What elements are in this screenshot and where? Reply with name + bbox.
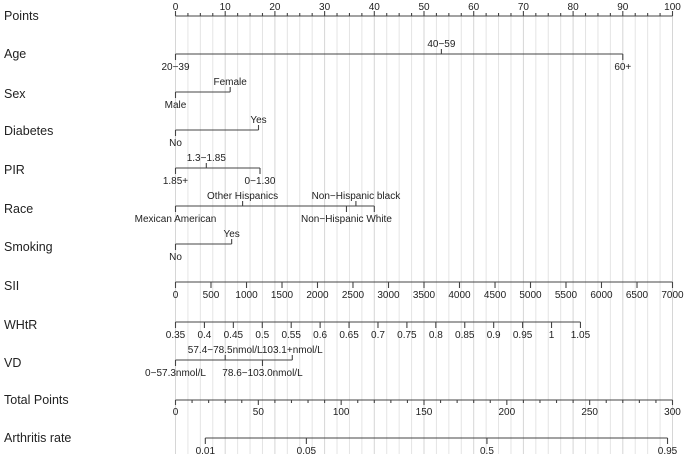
tick-label: 0.95 — [512, 330, 533, 341]
tick-label: 0.75 — [397, 330, 417, 341]
level-label-1-85: 1.85+ — [162, 176, 189, 187]
row-pir — [4, 153, 276, 187]
tick-label: 0.5 — [480, 446, 494, 454]
tick-label: 0.6 — [313, 330, 328, 341]
tick-label: 300 — [664, 407, 681, 418]
tick-label: 0.35 — [165, 330, 186, 341]
tick-label: 0 — [172, 290, 179, 301]
row-points — [4, 2, 681, 23]
tick-label: 0.65 — [339, 330, 359, 341]
level-label-other-hispanics: Other Hispanics — [207, 191, 279, 202]
tick-label: 50 — [418, 2, 430, 13]
level-label-mexican-american: Mexican American — [134, 214, 217, 225]
tick-label: 0.95 — [657, 446, 678, 454]
tick-label: 0.05 — [296, 446, 317, 454]
row-label: Arthritis rate — [4, 431, 72, 445]
tick-label: 4000 — [448, 290, 471, 301]
level-label-non-hispanic-black: Non−Hispanic black — [311, 191, 401, 202]
tick-label: 90 — [617, 2, 629, 13]
vertical-gridlines — [176, 16, 673, 454]
tick-label: 0.85 — [455, 330, 475, 341]
tick-label: 200 — [498, 407, 516, 418]
tick-label: 100 — [332, 407, 350, 418]
tick-label: 3000 — [377, 290, 400, 301]
row-label: VD — [4, 356, 22, 370]
level-label-female: Female — [213, 77, 247, 88]
tick-label: 7000 — [661, 290, 684, 301]
row-label: Age — [4, 47, 27, 61]
tick-label: 1 — [548, 330, 555, 341]
level-label-0-1-30: 0−1.30 — [244, 176, 276, 187]
tick-label: 0 — [172, 2, 179, 13]
row-diabetes — [4, 115, 267, 149]
tick-label: 5500 — [554, 290, 578, 301]
tick-label: 5000 — [519, 290, 542, 301]
tick-label: 0.4 — [197, 330, 212, 341]
tick-label: 80 — [567, 2, 579, 13]
row-race — [4, 191, 401, 225]
tick-label: 0.01 — [195, 446, 216, 454]
row-label: Total Points — [4, 393, 69, 407]
tick-label: 20 — [269, 2, 281, 13]
level-label-1-3-1-85: 1.3−1.85 — [186, 153, 226, 164]
nomogram-rows — [4, 2, 684, 454]
tick-label: 1.05 — [570, 330, 591, 341]
level-label-no: No — [169, 138, 182, 149]
row-sex — [4, 77, 247, 111]
level-label-male: Male — [164, 100, 187, 111]
level-label-yes: Yes — [250, 115, 267, 126]
tick-label: 100 — [664, 2, 681, 13]
row-label: Race — [4, 202, 34, 216]
row-whtr — [4, 318, 591, 341]
level-label-103-1-nmol-l: 103.1+nmol/L — [261, 345, 323, 356]
level-label-0-57-3nmol-l: 0−57.3nmol/L — [145, 368, 206, 379]
tick-label: 30 — [319, 2, 331, 13]
tick-label: 60 — [468, 2, 480, 13]
level-label-no: No — [169, 252, 182, 263]
tick-label: 4500 — [483, 290, 507, 301]
tick-label: 0.55 — [281, 330, 301, 341]
row-smoking — [4, 229, 240, 263]
tick-label: 0.5 — [255, 330, 270, 341]
row-label: Sex — [4, 87, 26, 101]
tick-label: 2000 — [306, 290, 329, 301]
row-arthritis-rate — [4, 431, 678, 454]
level-label-60: 60+ — [614, 62, 632, 73]
tick-label: 1500 — [270, 290, 294, 301]
row-label: Diabetes — [4, 124, 54, 138]
tick-label: 0.7 — [371, 330, 385, 341]
row-total-points — [4, 393, 681, 418]
tick-label: 500 — [202, 290, 220, 301]
level-label-20-39: 20−39 — [161, 62, 190, 73]
tick-label: 0.9 — [486, 330, 501, 341]
tick-label: 6000 — [590, 290, 613, 301]
tick-label: 0.8 — [428, 330, 443, 341]
tick-label: 1000 — [235, 290, 258, 301]
row-label: WHtR — [4, 318, 38, 332]
tick-label: 10 — [219, 2, 231, 13]
tick-label: 3500 — [412, 290, 436, 301]
level-label-yes: Yes — [223, 229, 240, 240]
tick-label: 150 — [415, 407, 433, 418]
tick-label: 2500 — [341, 290, 365, 301]
row-age — [4, 39, 631, 73]
row-label: PIR — [4, 163, 25, 177]
level-label-40-59: 40−59 — [427, 39, 456, 50]
tick-label: 50 — [252, 407, 264, 418]
level-label-57-4-78-5nmol-l: 57.4−78.5nmol/L — [187, 345, 263, 356]
tick-label: 6500 — [625, 290, 649, 301]
level-label-non-hispanic-white: Non−Hispanic White — [301, 214, 392, 225]
tick-label: 0.45 — [223, 330, 244, 341]
row-sii — [4, 279, 684, 301]
row-label: SII — [4, 279, 20, 293]
level-label-78-6-103-0nmol-l: 78.6−103.0nmol/L — [222, 368, 303, 379]
tick-label: 250 — [581, 407, 599, 418]
tick-label: 40 — [368, 2, 380, 13]
tick-label: 0 — [172, 407, 179, 418]
row-label: Points — [4, 9, 39, 23]
row-label: Smoking — [4, 240, 53, 254]
tick-label: 70 — [517, 2, 529, 13]
